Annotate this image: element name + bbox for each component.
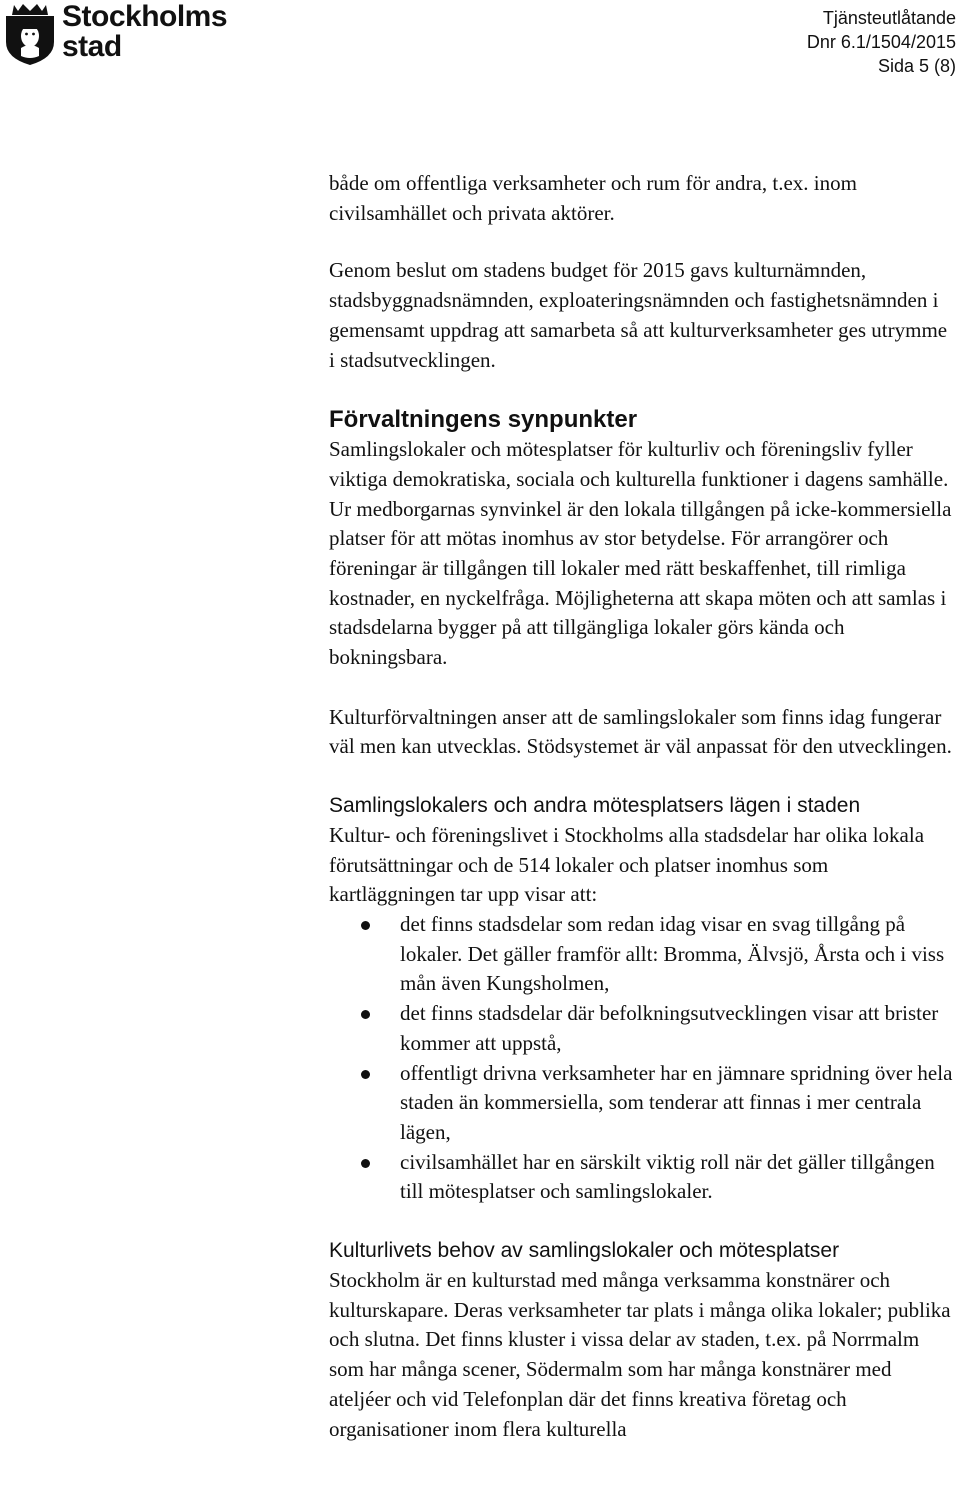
heading-forvaltningens-synpunkter: Förvaltningens synpunkter [329, 406, 638, 434]
heading-lagen-i-staden: Samlingslokalers och andra mötesplatsers lägen i staden [329, 793, 861, 817]
stockholms-stad-logo [0, 0, 240, 72]
page-number: Sida 5 (8) [877, 56, 956, 76]
bullet-icon [361, 1159, 370, 1168]
bullet-icon [361, 1010, 370, 1019]
paragraph-kulturforvaltningen: Kulturförvaltningen anser att de samlingslokaler som finns idag fungerar väl men kan utvecklas. Stödsystemet är väl anpassat för den utvecklingen. [329, 704, 952, 759]
document-number: Dnr 6.1/1504/2015 [806, 32, 956, 52]
list-item [329, 1059, 954, 1148]
bullet-list [329, 910, 954, 1207]
paragraph-kartlaggning: Kultur- och föreningslivet i Stockholms alla stadsdelar har olika lokala förutsättningar och de 514 lokaler och platser inomhus som kartläggningen tar upp visar att: [329, 822, 925, 907]
list-item-text: det finns stadsdelar där befolkningsutvecklingen visar att brister kommer att uppstå, [400, 1001, 939, 1055]
list-item [329, 1148, 954, 1207]
list-item-text: offentligt drivna verksamheter har en jämnare spridning över hela staden än kommersiella, som tenderar att finnas i mer centrala lägen, [400, 1060, 953, 1144]
list-item [329, 999, 954, 1058]
list-item-text: det finns stadsdelar som redan idag visar en svag tillgång på lokaler. Det gäller framför allt: Bromma, Älvsjö, Årsta och i viss mån även Kungsholmen, [400, 912, 945, 996]
heading-kulturlivets-behov: Kulturlivets behov av samlingslokaler och mötesplatser [329, 1239, 840, 1263]
paragraph-intro: både om offentliga verksamheter och rum för andra, t.ex. inom civilsamhället och privata aktörer. [329, 171, 857, 225]
document-header-meta [807, 6, 956, 78]
logo-line-stockholms: Stockholms [62, 0, 228, 33]
list-item [329, 910, 954, 999]
bullet-icon [361, 921, 370, 930]
list-item-text: civilsamhället har en särskilt viktig roll när det gäller tillgången till mötesplatser och samlingslokaler. [400, 1149, 935, 1204]
bullet-icon [361, 1070, 370, 1079]
document-body [329, 169, 954, 1474]
city-crest-icon [4, 2, 56, 66]
paragraph-budget-decision: Genom beslut om stadens budget för 2015 gavs kulturnämnden, stadsbyggnadsnämnden, exploateringsnämnden och fastighetsnämnden i gemensamt uppdrag att samarbeta så att kulturverksamheter ges utrymme i stadsutvecklingen. [329, 258, 948, 372]
document-type: Tjänsteutlåtande [822, 8, 956, 28]
logo-wordmark [62, 2, 227, 62]
paragraph-samlingslokaler: Samlingslokaler och mötesplatser för kulturliv och föreningsliv fyller viktiga demokratiska, sociala och kulturella funktioner i dagens samhälle. Ur medborgarnas synvinkel är den lokala tillgången på icke-kommersiella platser för att mötas inomhus av stor betydelse. För arrangörer och föreningar är tillgången till lokaler med rätt beskaffenhet, till rimliga kostnader, en nyckelfråga. Möjligheterna att skapa möten och att samlas i stadsdelarna bygger på att tillgängliga lokaler görs kända och bokningsbara. [329, 437, 952, 670]
paragraph-kulturstad: Stockholm är en kulturstad med många verksamma konstnärer och kulturskapare. Deras verksamheter tar plats i många olika lokaler; publika och slutna. Det finns kluster i vissa delar av staden, t.ex. på Norrmalm som har många scener, Södermalm som har många konstnärer med ateljéer och vid Telefonplan där det finns kreativa företag och organisationer inom flera kulturella [329, 1268, 951, 1441]
logo-line-stad: stad [62, 30, 122, 63]
